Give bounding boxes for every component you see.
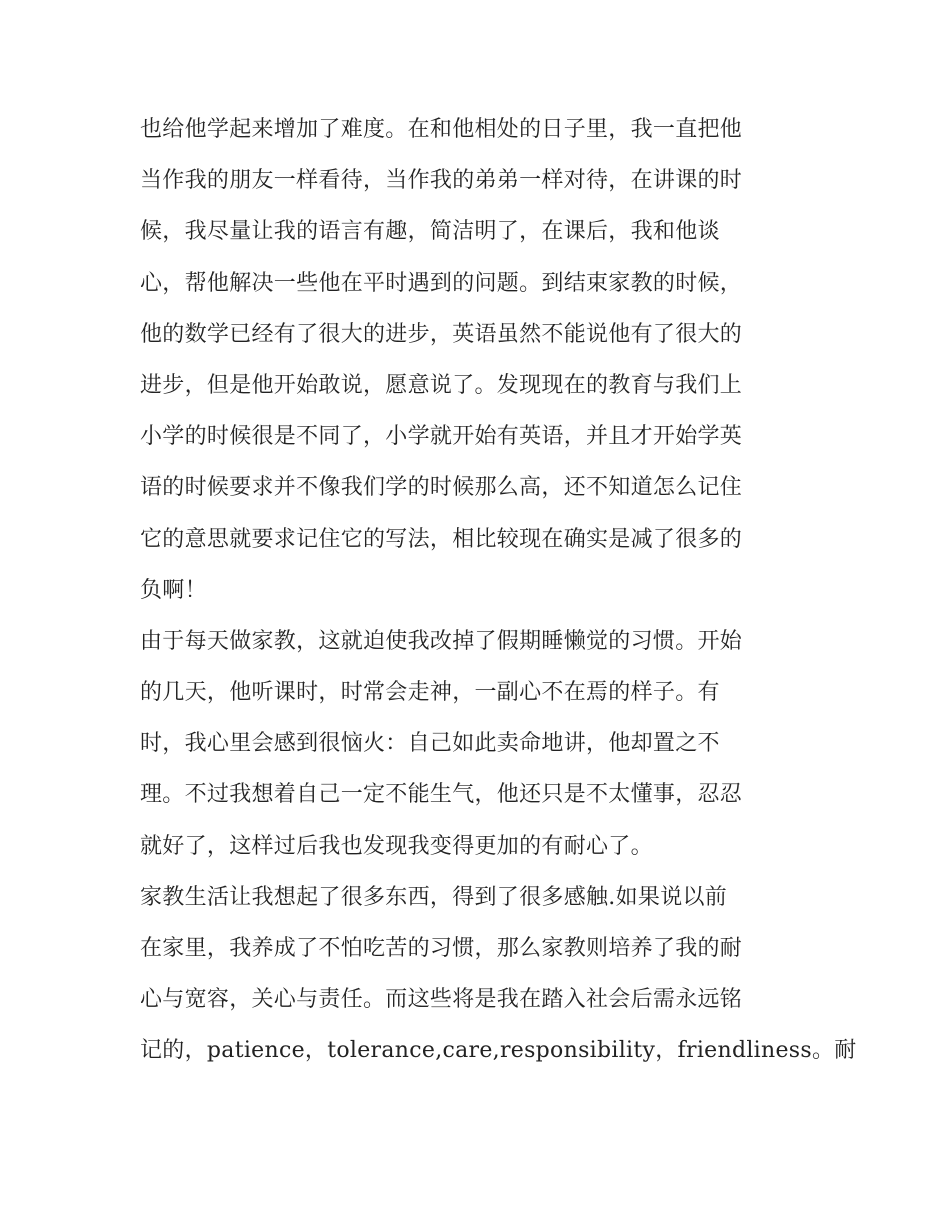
text-line: 候，我尽量让我的语言有趣，简洁明了，在课后，我和他谈 bbox=[140, 219, 720, 245]
text-line: 由于每天做家教，这就迫使我改掉了假期睡懒觉的习惯。开始 bbox=[140, 628, 743, 654]
text-line: 心与宽容，关心与责任。而这些将是我在踏入社会后需永远铭 bbox=[140, 987, 743, 1013]
text-line: 负啊！ bbox=[140, 577, 207, 603]
text-line: 家教生活让我想起了很多东西，得到了很多感触.如果说以前 bbox=[140, 884, 728, 910]
text-line: 语的时候要求并不像我们学的时候那么高，还不知道怎么记住 bbox=[140, 475, 743, 501]
text-line: 当作我的朋友一样看待，当作我的弟弟一样对待，在讲课的时 bbox=[140, 168, 743, 194]
text-line: 小学的时候很是不同了，小学就开始有英语，并且才开始学英 bbox=[140, 424, 743, 450]
text-line: 他的数学已经有了很大的进步，英语虽然不能说他有了很大的 bbox=[140, 321, 743, 347]
text-line: 的几天，他听课时，时常会走神，一副心不在焉的样子。有 bbox=[140, 680, 720, 706]
text-line: 就好了，这样过后我也发现我变得更加的有耐心了。 bbox=[140, 833, 653, 859]
paragraph-2 bbox=[140, 616, 840, 872]
text-line: 它的意思就要求记住它的写法，相比较现在确实是减了很多的 bbox=[140, 526, 743, 552]
document-body bbox=[140, 104, 857, 1077]
text-line: 时，我心里会感到很恼火：自己如此卖命地讲，他却置之不 bbox=[140, 731, 720, 757]
text-line: 理。不过我想着自己一定不能生气，他还只是不太懂事，忍忍 bbox=[140, 782, 743, 808]
text-line: 记的，patience，tolerance,care,responsibility，friendliness。耐 bbox=[140, 1038, 857, 1064]
text-line: 心，帮他解决一些他在平时遇到的问题。到结束家教的时候， bbox=[140, 270, 743, 296]
text-line: 也给他学起来增加了难度。在和他相处的日子里，我一直把他 bbox=[140, 117, 743, 142]
paragraph-3 bbox=[140, 872, 857, 1077]
text-line: 在家里，我养成了不怕吃苦的习惯，那么家教则培养了我的耐 bbox=[140, 936, 743, 961]
text-line: 进步，但是他开始敢说，愿意说了。发现现在的教育与我们上 bbox=[140, 372, 743, 398]
paragraph-1 bbox=[140, 104, 840, 616]
